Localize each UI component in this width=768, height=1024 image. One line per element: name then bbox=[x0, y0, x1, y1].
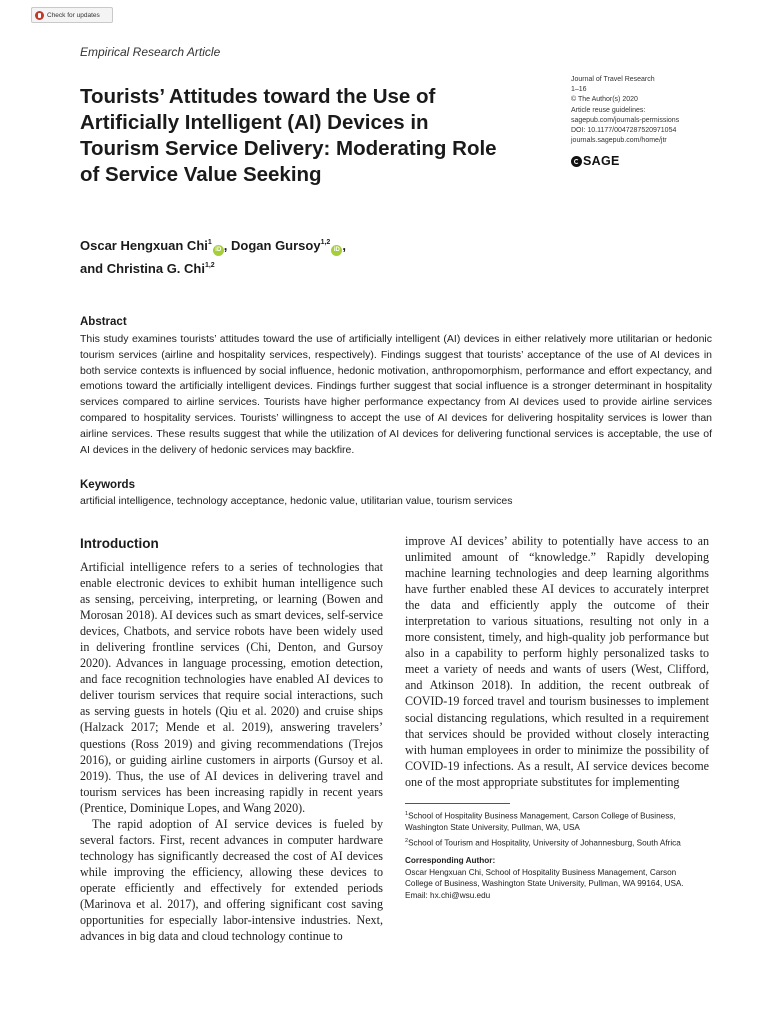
body-paragraph: Artificial intelligence refers to a series of technologies that enable electronic devices to exhibit human intelligence such as sensing, perceiving, interpreting, or learning (Bowen and Morosan 2018). AI devices such as smart devices, self-service devices, Chatbots, and service robots have been widely used in delivering frontline services (Chi, Denton, and Gursoy 2020). Advances in language processing, emotion detection, and face recognition technologies have enabled AI devices to deliver tourism services that require social interactions, such as serving guests in hotels (Qiu et al. 2020) and cruise ships (Halzack 2017; Mende et al. 2019), answering travelers’ questions (Ross 2019) and giving recommendations (Trejos 2016), or guiding airline customers in airports (Gursoy et al. 2019). Thus, the use of AI devices in delivering travel and tourism services has been increasing rapidly in recent years (Prentice, Dominique Lopes, and Wang 2020). bbox=[80, 560, 383, 815]
affiliation-footnote bbox=[405, 836, 705, 849]
abstract-text: This study examines tourists’ attitudes toward the use of artificially intelligent (AI) devices in either relatively more utilitarian or hedonic tourism services (airline and hospitality services, respectively). Findings suggest that tourists’ acceptance of the use of AI devices in both service contexts is influenced by social influence, hedonic motivation, anthropomorphism, performance and effort expectancy, and emotions toward the artificially intelligent devices. Findings further suggest that social influence is a stronger determinant in hospitality services compared to airline services. Tourists have higher performance expectancy from AI devices used to provide airline services compared to hospitality services. Tourists’ willingness to accept the use of AI devices for delivering hospitality services is lower than airline services. These results suggest that while the utilization of AI devices for delivering functional services is acceptable, the use of AI devices in the delivery of hedonic services may backfire. bbox=[80, 333, 712, 456]
sage-logo-icon bbox=[571, 156, 582, 167]
affiliation-marker: 1,2 bbox=[204, 262, 215, 269]
body-paragraph: The rapid adoption of AI service devices is fueled by several factors. First, recent advances in computer hardware technology has significantly decreased the cost of AI devices while improving the efficiency, allowing these devices to operate efficiently and effectively for extended periods (Marinova et al. 2017), and offering significant cost saving opportunities for especially labor-intensive industries. Next, advances in big data and cloud technology continue to bbox=[80, 816, 383, 944]
author-name[interactable]: Oscar Hengxuan Chi bbox=[80, 238, 208, 253]
corresponding-author-email[interactable]: Email: hx.chi@wsu.edu bbox=[405, 891, 491, 901]
check-for-updates-label: Check for updates bbox=[47, 11, 100, 19]
journal-link[interactable]: journals.sagepub.com/home/jtr bbox=[571, 137, 667, 145]
article-type: Empirical Research Article bbox=[80, 45, 221, 59]
author-name[interactable]: Christina G. Chi bbox=[106, 261, 205, 276]
footnote-marker: 2 bbox=[405, 837, 409, 844]
author-name[interactable]: Dogan Gursoy bbox=[231, 238, 321, 253]
doi[interactable]: DOI: 10.1177/0047287520971054 bbox=[571, 127, 677, 135]
body-paragraph: improve AI devices’ ability to potentially have access to an unlimited amount of “knowledge.” Rapidly developing machine learning technologies and deep learning algorithms have further enabled these AI devices to accurately interpret the data and efficiently apply the outcome of their interpretation to various situations, resulting not only in a more consistent, timely, and high-quality job performance but also in a capability to perform highly personalized tasks to meet a variety of needs and wants of users (West, Clifford, and Atkinson 2018). In addition, the recent outbreak of COVID-19 forced travel and tourism businesses to implement social distancing regulations, which resulted in a requirement that services should be provided without closely interacting with human employees in order to minimize the possibility of COVID-19 infections. As a result, AI service devices become one of the most appropriate substitutes for implementing bbox=[405, 534, 709, 789]
journal-metadata bbox=[571, 75, 741, 146]
reuse-guidelines: Article reuse guidelines: bbox=[571, 106, 646, 114]
page-range: 1–16 bbox=[571, 86, 587, 94]
sage-logo-text: SAGE bbox=[583, 154, 620, 168]
footnote-text: School of Hospitality Business Management, Carson College of Business, Washington State University, Pullman, WA, USA bbox=[405, 811, 676, 833]
author-conjunction: and bbox=[80, 261, 107, 276]
footnote-divider bbox=[405, 803, 510, 804]
update-badge-icon bbox=[35, 11, 44, 20]
abstract-heading: Abstract bbox=[80, 316, 127, 328]
orcid-icon[interactable]: iD bbox=[331, 245, 342, 256]
body-column-left bbox=[80, 559, 383, 944]
copyright: © The Author(s) 2020 bbox=[571, 96, 638, 104]
affiliation-footnote bbox=[405, 809, 705, 834]
keywords-heading: Keywords bbox=[80, 479, 135, 491]
keywords-text: artificial intelligence, technology acceptance, hedonic value, utilitarian value, tourism services bbox=[80, 495, 513, 507]
orcid-icon[interactable]: iD bbox=[213, 245, 224, 256]
check-for-updates-button[interactable] bbox=[31, 7, 113, 23]
author-list: Oscar Hengxuan Chi$^1$iD , Dogan Gursoy$^{1,2}$iD , and Christina G. Chi$^{1,2}$ bbox=[80, 238, 346, 276]
journal-name: Journal of Travel Research bbox=[571, 76, 655, 83]
footnotes bbox=[405, 809, 705, 902]
footnote-marker: 1 bbox=[405, 811, 409, 817]
corresponding-author-heading: Corresponding Author: bbox=[405, 856, 496, 866]
affiliation-marker: 1 bbox=[207, 239, 212, 246]
affiliation-marker: 1,2 bbox=[320, 239, 331, 246]
corresponding-author-text: Oscar Hengxuan Chi, School of Hospitality Business Management, Carson College of Business, Washington State University, Pullman, WA 99164, USA. bbox=[405, 867, 684, 889]
sage-logo bbox=[571, 154, 620, 168]
body-column-right bbox=[405, 533, 709, 790]
article-title: Tourists’ Attitudes toward the Use of Artificially Intelligent (AI) Devices in Tourism Service Delivery: Moderating Role of Service Value Seeking bbox=[80, 85, 497, 186]
introduction-heading: Introduction bbox=[80, 536, 159, 551]
footnote-text: School of Tourism and Hospitality, University of Johannesburg, South Africa bbox=[408, 838, 681, 848]
permissions-link[interactable]: sagepub.com/journals-permissions bbox=[571, 116, 680, 124]
